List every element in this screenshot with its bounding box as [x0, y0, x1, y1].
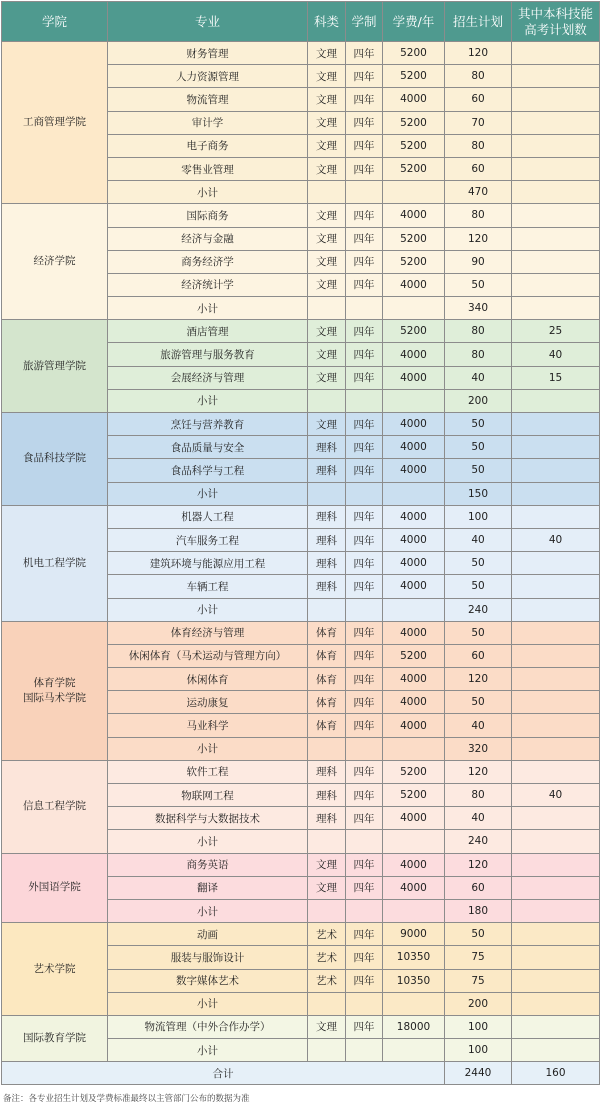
major-name: 机器人工程 [108, 505, 308, 528]
duration: 四年 [346, 853, 383, 876]
tuition: 4000 [383, 505, 445, 528]
duration: 四年 [346, 644, 383, 667]
tuition: 9000 [383, 923, 445, 946]
tuition: 5200 [383, 42, 445, 65]
skill-exam-plan: 25 [512, 320, 600, 343]
tuition: 4000 [383, 575, 445, 598]
enrollment-plan: 40 [445, 714, 512, 737]
tuition-empty [383, 181, 445, 204]
skill-exam-plan [512, 111, 600, 134]
tuition: 5200 [383, 760, 445, 783]
subtotal-plan: 150 [445, 482, 512, 505]
subtotal-skill [512, 482, 600, 505]
tuition: 4000 [383, 691, 445, 714]
subject-type-empty [308, 389, 346, 412]
duration: 四年 [346, 273, 383, 296]
subject-type: 体育 [308, 668, 346, 691]
skill-exam-plan: 40 [512, 343, 600, 366]
college-name: 经济学院 [2, 204, 108, 320]
subject-type: 体育 [308, 644, 346, 667]
header-major: 专业 [108, 2, 308, 42]
major-name: 财务管理 [108, 42, 308, 65]
subtotal-label: 小计 [108, 389, 308, 412]
subject-type: 文理 [308, 320, 346, 343]
subtotal-plan: 470 [445, 181, 512, 204]
enrollment-plan: 80 [445, 204, 512, 227]
tuition: 4000 [383, 528, 445, 551]
tuition: 4000 [383, 366, 445, 389]
tuition-empty [383, 830, 445, 853]
major-name: 烹饪与营养教育 [108, 413, 308, 436]
subject-type: 文理 [308, 876, 346, 899]
college-name: 旅游管理学院 [2, 320, 108, 413]
subject-type: 艺术 [308, 969, 346, 992]
subject-type-empty [308, 737, 346, 760]
table-row [2, 621, 600, 644]
enrollment-plan: 50 [445, 459, 512, 482]
subject-type: 体育 [308, 691, 346, 714]
total-plan: 2440 [445, 1062, 512, 1085]
enrollment-plan: 50 [445, 575, 512, 598]
skill-exam-plan [512, 459, 600, 482]
tuition: 4000 [383, 714, 445, 737]
major-name: 物联网工程 [108, 784, 308, 807]
header-duration: 学制 [346, 2, 383, 42]
tuition-empty [383, 297, 445, 320]
major-name: 动画 [108, 923, 308, 946]
tuition: 4000 [383, 876, 445, 899]
major-name: 食品科学与工程 [108, 459, 308, 482]
enrollment-plan: 90 [445, 250, 512, 273]
major-name: 服装与服饰设计 [108, 946, 308, 969]
skill-exam-plan [512, 273, 600, 296]
subject-type: 文理 [308, 88, 346, 111]
college-name: 外国语学院 [2, 853, 108, 923]
tuition-empty [383, 389, 445, 412]
tuition: 4000 [383, 273, 445, 296]
table-row [2, 413, 600, 436]
skill-exam-plan [512, 65, 600, 88]
subtotal-label: 小计 [108, 992, 308, 1015]
skill-exam-plan [512, 946, 600, 969]
major-name: 经济统计学 [108, 273, 308, 296]
major-name: 车辆工程 [108, 575, 308, 598]
subtotal-plan: 340 [445, 297, 512, 320]
subject-type: 文理 [308, 343, 346, 366]
major-name: 人力资源管理 [108, 65, 308, 88]
duration: 四年 [346, 320, 383, 343]
skill-exam-plan [512, 807, 600, 830]
college-name: 食品科技学院 [2, 413, 108, 506]
subject-type-empty [308, 598, 346, 621]
skill-exam-plan [512, 621, 600, 644]
duration: 四年 [346, 88, 383, 111]
duration: 四年 [346, 575, 383, 598]
duration: 四年 [346, 1015, 383, 1038]
skill-exam-plan [512, 644, 600, 667]
duration: 四年 [346, 714, 383, 737]
tuition: 5200 [383, 227, 445, 250]
skill-exam-plan [512, 969, 600, 992]
subtotal-plan: 180 [445, 899, 512, 922]
duration: 四年 [346, 436, 383, 459]
subject-type: 理科 [308, 552, 346, 575]
major-name: 商务英语 [108, 853, 308, 876]
enrollment-plan: 60 [445, 644, 512, 667]
major-name: 食品质量与安全 [108, 436, 308, 459]
tuition-empty [383, 737, 445, 760]
subtotal-label: 小计 [108, 482, 308, 505]
skill-exam-plan [512, 691, 600, 714]
subtotal-label: 小计 [108, 737, 308, 760]
header-tuition: 学费/年 [383, 2, 445, 42]
duration-empty [346, 1039, 383, 1062]
header-college: 学院 [2, 2, 108, 42]
subtotal-plan: 200 [445, 992, 512, 1015]
table-row [2, 923, 600, 946]
enrollment-plan: 120 [445, 853, 512, 876]
duration: 四年 [346, 227, 383, 250]
skill-exam-plan [512, 923, 600, 946]
tuition: 4000 [383, 88, 445, 111]
duration: 四年 [346, 946, 383, 969]
subject-type: 文理 [308, 111, 346, 134]
subject-type: 文理 [308, 227, 346, 250]
duration: 四年 [346, 784, 383, 807]
subject-type: 文理 [308, 250, 346, 273]
skill-exam-plan [512, 552, 600, 575]
footnote: 备注：各专业招生计划及学费标准最终以主管部门公布的数据为准 [3, 1094, 250, 1104]
tuition: 10350 [383, 946, 445, 969]
subtotal-label: 小计 [108, 1039, 308, 1062]
major-name: 马业科学 [108, 714, 308, 737]
skill-exam-plan [512, 876, 600, 899]
duration-empty [346, 181, 383, 204]
duration: 四年 [346, 157, 383, 180]
college-name: 体育学院 国际马术学院 [2, 621, 108, 760]
major-name: 数据科学与大数据技术 [108, 807, 308, 830]
duration: 四年 [346, 876, 383, 899]
tuition: 10350 [383, 969, 445, 992]
skill-exam-plan [512, 575, 600, 598]
duration-empty [346, 992, 383, 1015]
subject-type: 艺术 [308, 923, 346, 946]
table-row [2, 853, 600, 876]
major-name: 审计学 [108, 111, 308, 134]
enrollment-plan-table [1, 1, 600, 1085]
college-name: 工商管理学院 [2, 42, 108, 204]
enrollment-plan: 80 [445, 134, 512, 157]
skill-exam-plan [512, 204, 600, 227]
duration: 四年 [346, 134, 383, 157]
tuition: 5200 [383, 644, 445, 667]
header-subject-type: 科类 [308, 2, 346, 42]
skill-exam-plan [512, 250, 600, 273]
tuition: 4000 [383, 413, 445, 436]
enrollment-plan: 120 [445, 760, 512, 783]
header-enrollment-plan: 招生计划 [445, 2, 512, 42]
tuition: 5200 [383, 65, 445, 88]
skill-exam-plan [512, 668, 600, 691]
skill-exam-plan: 15 [512, 366, 600, 389]
duration: 四年 [346, 42, 383, 65]
major-name: 软件工程 [108, 760, 308, 783]
subject-type-empty [308, 1039, 346, 1062]
duration: 四年 [346, 459, 383, 482]
subtotal-plan: 240 [445, 830, 512, 853]
duration: 四年 [346, 807, 383, 830]
enrollment-plan: 50 [445, 691, 512, 714]
tuition: 5200 [383, 250, 445, 273]
subject-type-empty [308, 181, 346, 204]
enrollment-plan: 75 [445, 969, 512, 992]
major-name: 休闲体育（马术运动与管理方向） [108, 644, 308, 667]
subject-type-empty [308, 992, 346, 1015]
enrollment-plan: 120 [445, 42, 512, 65]
subject-type: 理科 [308, 459, 346, 482]
subject-type: 文理 [308, 366, 346, 389]
tuition-empty [383, 598, 445, 621]
subtotal-label: 小计 [108, 598, 308, 621]
duration: 四年 [346, 969, 383, 992]
subject-type: 艺术 [308, 946, 346, 969]
duration: 四年 [346, 204, 383, 227]
major-name: 旅游管理与服务教育 [108, 343, 308, 366]
enrollment-plan: 50 [445, 273, 512, 296]
table-row [2, 204, 600, 227]
tuition-empty [383, 992, 445, 1015]
skill-exam-plan [512, 853, 600, 876]
duration: 四年 [346, 621, 383, 644]
tuition: 4000 [383, 436, 445, 459]
duration: 四年 [346, 111, 383, 134]
major-name: 翻译 [108, 876, 308, 899]
subtotal-skill [512, 297, 600, 320]
tuition: 4000 [383, 343, 445, 366]
enrollment-plan: 40 [445, 807, 512, 830]
enrollment-plan: 50 [445, 436, 512, 459]
subtotal-skill [512, 830, 600, 853]
enrollment-plan: 50 [445, 413, 512, 436]
enrollment-plan: 40 [445, 366, 512, 389]
header-row [2, 2, 600, 42]
tuition: 5200 [383, 320, 445, 343]
subtotal-plan: 100 [445, 1039, 512, 1062]
major-name: 建筑环境与能源应用工程 [108, 552, 308, 575]
major-name: 汽车服务工程 [108, 528, 308, 551]
subject-type: 文理 [308, 134, 346, 157]
enrollment-plan: 80 [445, 65, 512, 88]
subject-type: 文理 [308, 65, 346, 88]
skill-exam-plan [512, 134, 600, 157]
subject-type: 理科 [308, 807, 346, 830]
duration-empty [346, 598, 383, 621]
enrollment-plan: 50 [445, 621, 512, 644]
subject-type: 理科 [308, 760, 346, 783]
tuition: 18000 [383, 1015, 445, 1038]
enrollment-plan: 100 [445, 505, 512, 528]
major-name: 数字媒体艺术 [108, 969, 308, 992]
college-name: 信息工程学院 [2, 760, 108, 853]
enrollment-plan: 60 [445, 157, 512, 180]
tuition: 5200 [383, 134, 445, 157]
subject-type-empty [308, 482, 346, 505]
enrollment-plan: 60 [445, 88, 512, 111]
table-row [2, 760, 600, 783]
subject-type: 文理 [308, 273, 346, 296]
subtotal-skill [512, 992, 600, 1015]
subtotal-plan: 200 [445, 389, 512, 412]
subject-type: 文理 [308, 157, 346, 180]
subtotal-label: 小计 [108, 830, 308, 853]
subject-type: 文理 [308, 413, 346, 436]
skill-exam-plan [512, 413, 600, 436]
subject-type: 理科 [308, 575, 346, 598]
tuition-empty [383, 1039, 445, 1062]
subject-type: 理科 [308, 436, 346, 459]
total-skill: 160 [512, 1062, 600, 1085]
duration: 四年 [346, 691, 383, 714]
tuition: 4000 [383, 459, 445, 482]
college-name: 机电工程学院 [2, 505, 108, 621]
subtotal-plan: 320 [445, 737, 512, 760]
subtotal-skill [512, 181, 600, 204]
skill-exam-plan [512, 88, 600, 111]
table-row [2, 42, 600, 65]
tuition: 4000 [383, 621, 445, 644]
subject-type: 体育 [308, 621, 346, 644]
major-name: 零售业管理 [108, 157, 308, 180]
tuition-empty [383, 482, 445, 505]
enrollment-plan: 80 [445, 784, 512, 807]
enrollment-plan: 100 [445, 1015, 512, 1038]
duration-empty [346, 389, 383, 412]
subject-type: 文理 [308, 204, 346, 227]
enrollment-plan: 120 [445, 668, 512, 691]
major-name: 物流管理（中外合作办学） [108, 1015, 308, 1038]
enrollment-plan: 70 [445, 111, 512, 134]
table-row [2, 505, 600, 528]
subject-type-empty [308, 830, 346, 853]
duration-empty [346, 899, 383, 922]
skill-exam-plan: 40 [512, 528, 600, 551]
tuition: 4000 [383, 807, 445, 830]
subtotal-label: 小计 [108, 899, 308, 922]
tuition: 4000 [383, 552, 445, 575]
duration: 四年 [346, 505, 383, 528]
subject-type-empty [308, 297, 346, 320]
college-name: 国际教育学院 [2, 1015, 108, 1061]
tuition: 4000 [383, 668, 445, 691]
skill-exam-plan [512, 436, 600, 459]
subtotal-skill [512, 1039, 600, 1062]
major-name: 酒店管理 [108, 320, 308, 343]
enrollment-plan: 50 [445, 552, 512, 575]
tuition-empty [383, 899, 445, 922]
subtotal-skill [512, 389, 600, 412]
subject-type: 文理 [308, 853, 346, 876]
duration: 四年 [346, 668, 383, 691]
subtotal-label: 小计 [108, 181, 308, 204]
tuition: 4000 [383, 853, 445, 876]
enrollment-plan: 40 [445, 528, 512, 551]
college-name: 艺术学院 [2, 923, 108, 1016]
duration-empty [346, 482, 383, 505]
subtotal-plan: 240 [445, 598, 512, 621]
major-name: 会展经济与管理 [108, 366, 308, 389]
skill-exam-plan [512, 227, 600, 250]
duration-empty [346, 830, 383, 853]
duration-empty [346, 737, 383, 760]
skill-exam-plan: 40 [512, 784, 600, 807]
enrollment-plan: 60 [445, 876, 512, 899]
subject-type-empty [308, 899, 346, 922]
total-label: 合计 [2, 1062, 445, 1085]
tuition: 5200 [383, 784, 445, 807]
major-name: 物流管理 [108, 88, 308, 111]
enrollment-plan: 120 [445, 227, 512, 250]
subject-type: 理科 [308, 505, 346, 528]
enrollment-plan: 50 [445, 923, 512, 946]
skill-exam-plan [512, 505, 600, 528]
table-body [2, 42, 600, 1085]
subtotal-skill [512, 899, 600, 922]
duration: 四年 [346, 250, 383, 273]
tuition: 5200 [383, 157, 445, 180]
major-name: 运动康复 [108, 691, 308, 714]
subject-type: 理科 [308, 528, 346, 551]
duration-empty [346, 297, 383, 320]
major-name: 体育经济与管理 [108, 621, 308, 644]
skill-exam-plan [512, 42, 600, 65]
duration: 四年 [346, 65, 383, 88]
table-row [2, 320, 600, 343]
subject-type: 文理 [308, 1015, 346, 1038]
duration: 四年 [346, 343, 383, 366]
major-name: 经济与金融 [108, 227, 308, 250]
subtotal-label: 小计 [108, 297, 308, 320]
enrollment-plan: 80 [445, 343, 512, 366]
enrollment-plan: 80 [445, 320, 512, 343]
major-name: 电子商务 [108, 134, 308, 157]
skill-exam-plan [512, 157, 600, 180]
subtotal-skill [512, 598, 600, 621]
header-skill-exam-plan: 其中本科技能高考计划数 [512, 2, 600, 42]
subject-type: 理科 [308, 784, 346, 807]
duration: 四年 [346, 366, 383, 389]
tuition: 4000 [383, 204, 445, 227]
tuition: 5200 [383, 111, 445, 134]
duration: 四年 [346, 413, 383, 436]
subtotal-skill [512, 737, 600, 760]
major-name: 国际商务 [108, 204, 308, 227]
enrollment-plan: 75 [445, 946, 512, 969]
skill-exam-plan [512, 714, 600, 737]
subject-type: 文理 [308, 42, 346, 65]
duration: 四年 [346, 923, 383, 946]
skill-exam-plan [512, 760, 600, 783]
total-row [2, 1062, 600, 1085]
duration: 四年 [346, 760, 383, 783]
subject-type: 体育 [308, 714, 346, 737]
major-name: 休闲体育 [108, 668, 308, 691]
major-name: 商务经济学 [108, 250, 308, 273]
duration: 四年 [346, 552, 383, 575]
table-row [2, 1015, 600, 1038]
skill-exam-plan [512, 1015, 600, 1038]
duration: 四年 [346, 528, 383, 551]
